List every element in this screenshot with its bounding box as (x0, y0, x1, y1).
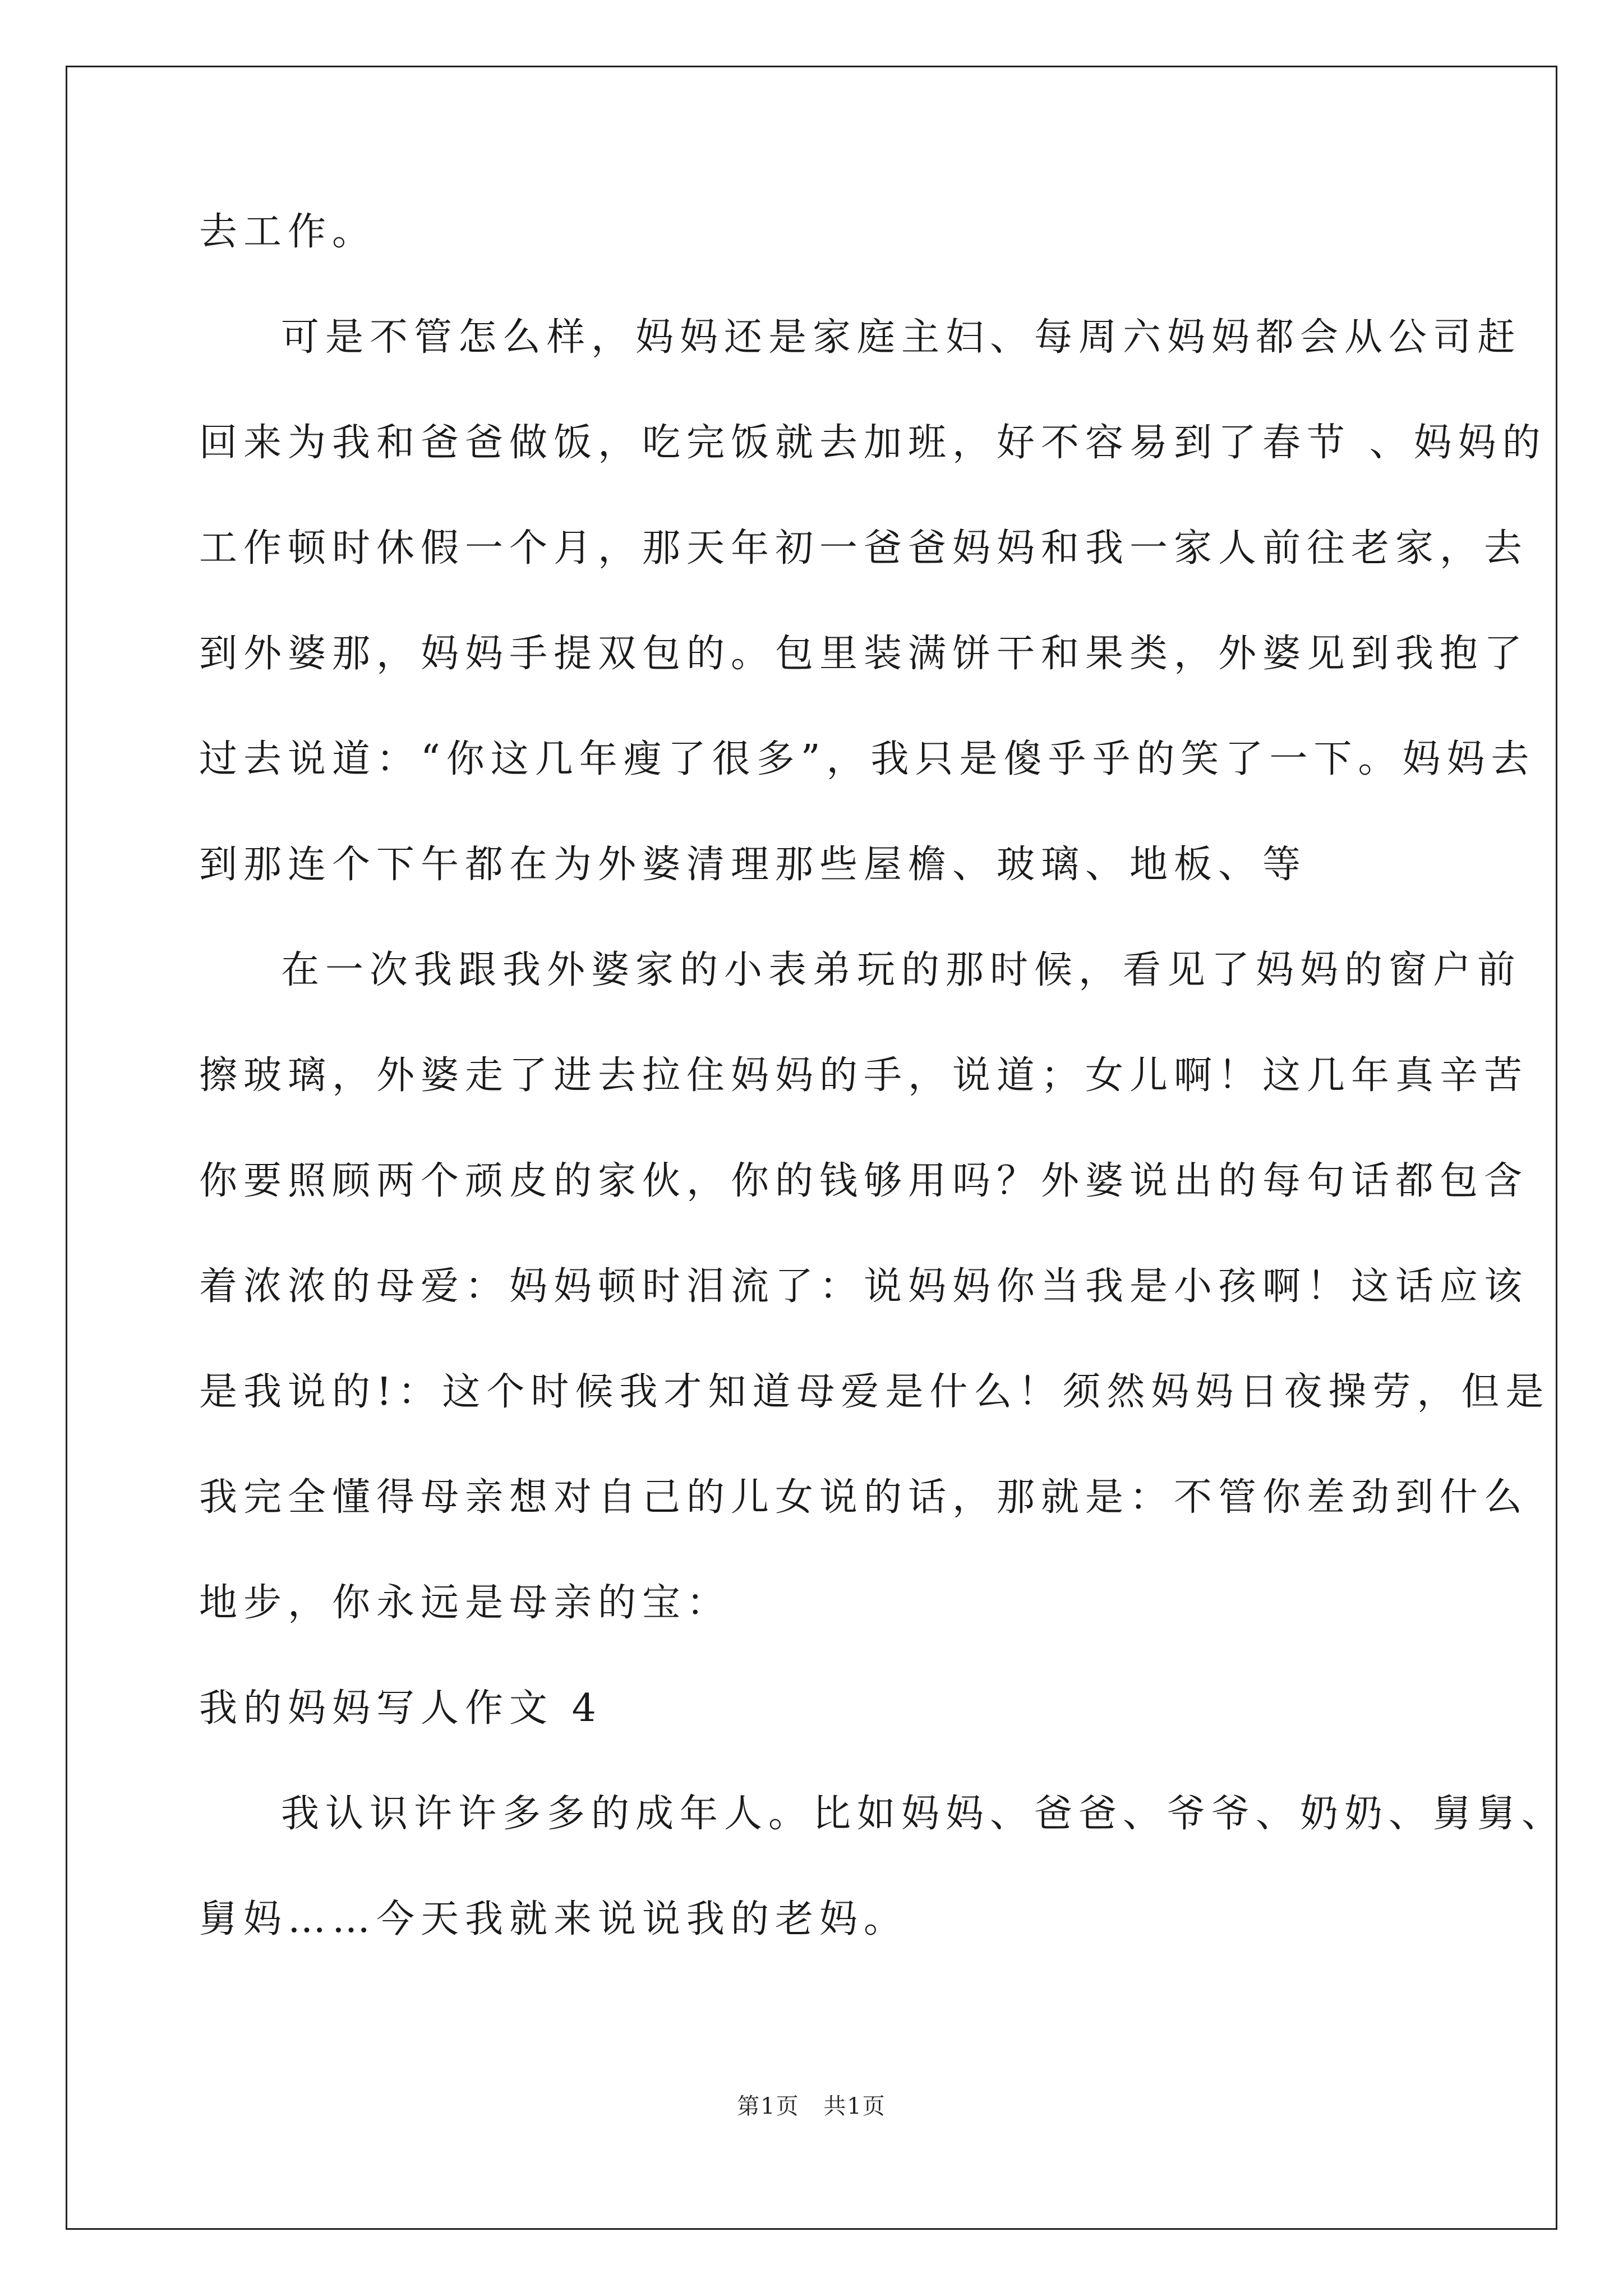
paragraph-start-line: 可是不管怎么样，妈妈还是家庭主妇、每周六妈妈都会从公司赶 (281, 315, 1522, 360)
page-footer (0, 2088, 1623, 2120)
page-total: 共1页 (823, 2093, 886, 2119)
text-line: 擦玻璃，外婆走了进去拉住妈妈的手，说道；女儿啊！这几年真辛苦 (199, 1053, 1529, 1098)
text-line: 着浓浓的母爱：妈妈顿时泪流了：说妈妈你当我是小孩啊！这话应该 (199, 1264, 1529, 1309)
text-line: 我完全懂得母亲想对自己的儿女说的话，那就是：不管你差劲到什么 (199, 1475, 1529, 1520)
text-line: 是我说的!：这个时候我才知道母爱是什么！须然妈妈日夜操劳，但是 (199, 1370, 1550, 1414)
text-line: 去工作。 (199, 210, 377, 254)
page-number: 第1页 (737, 2093, 800, 2119)
text-line: 地步，你永远是母亲的宝： (199, 1581, 731, 1625)
section-heading: 我的妈妈写人作文 4 (199, 1686, 602, 1731)
document-body (199, 210, 1566, 2006)
paragraph-start-line: 在一次我跟我外婆家的小表弟玩的那时候，看见了妈妈的窗户前 (281, 948, 1522, 992)
text-line: 舅妈……今天我就来说说我的老妈。 (199, 1897, 909, 1941)
text-line: 回来为我和爸爸做饭，吃完饭就去加班，好不容易到了春节 、妈妈的 (199, 421, 1547, 465)
paragraph-start-line: 我认识许许多多的成年人。比如妈妈、爸爸、爷爷、奶奶、舅舅、 (281, 1792, 1566, 1836)
text-line: 你要照顾两个顽皮的家伙，你的钱够用吗？外婆说出的每句话都包含 (199, 1159, 1529, 1203)
text-line: 过去说道：“你这几年瘦了很多”，我只是傻乎乎的笑了一下。妈妈去 (199, 737, 1536, 781)
text-line: 工作顿时休假一个月，那天年初一爸爸妈妈和我一家人前往老家，去 (199, 526, 1529, 570)
text-line: 到外婆那，妈妈手提双包的。包里装满饼干和果类，外婆见到我抱了 (199, 632, 1529, 676)
text-line: 到那连个下午都在为外婆清理那些屋檐、玻璃、地板、等 (199, 843, 1307, 887)
